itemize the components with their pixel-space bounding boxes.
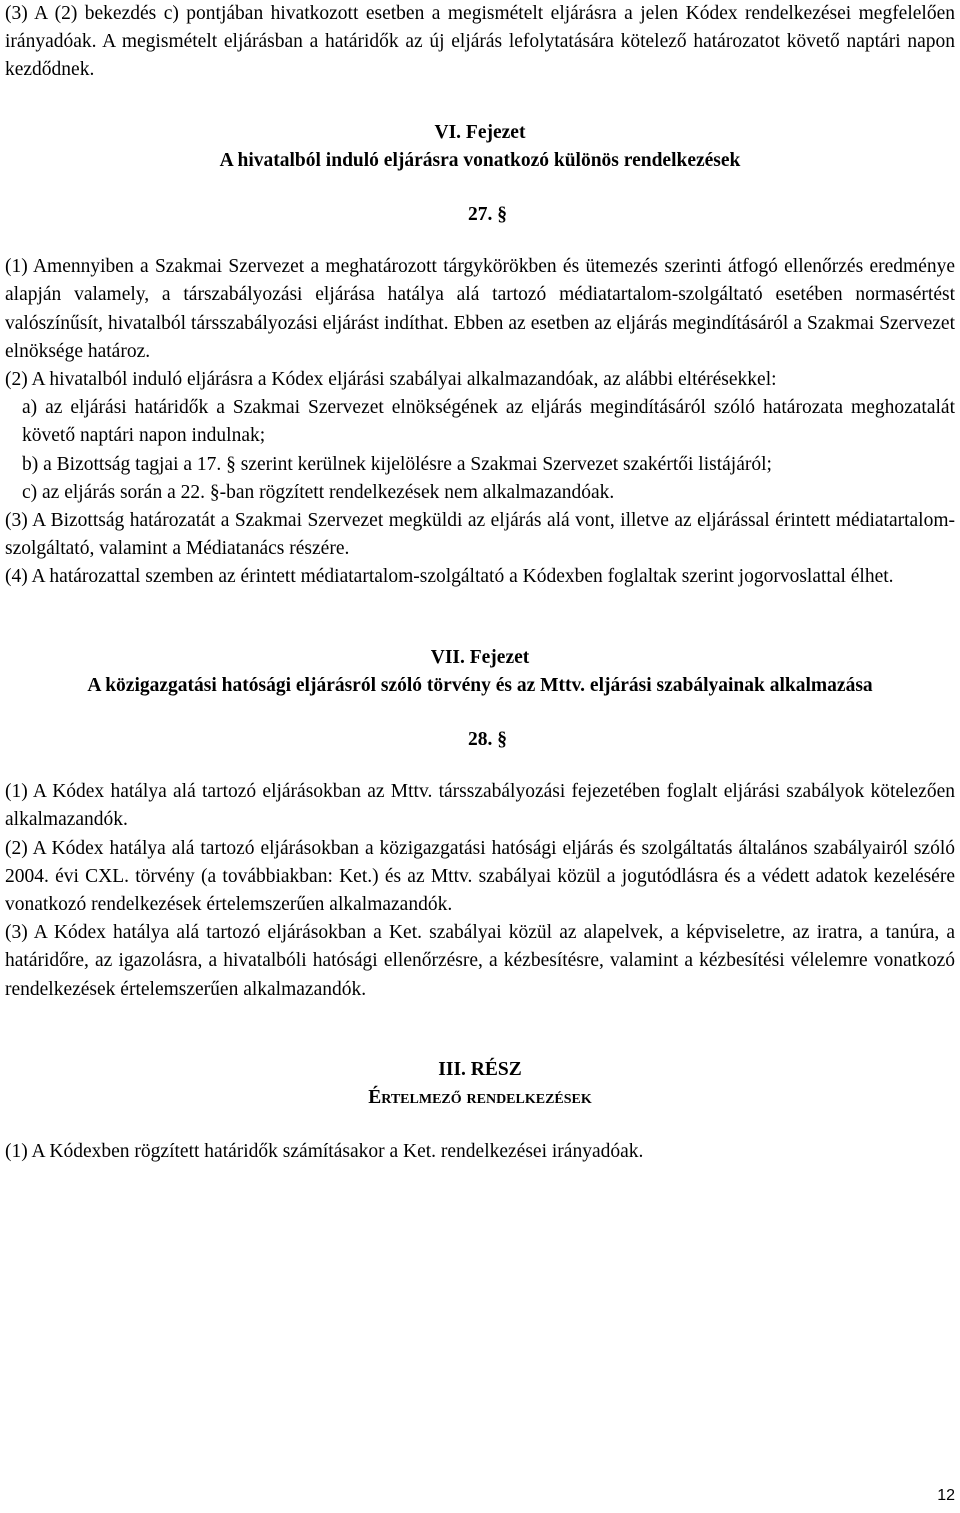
section-28-number: 28. § xyxy=(468,729,507,751)
section-27-paragraph-4: (4) A határozattal szemben az érintett médiatartalom-szolgáltató a Kódexben foglaltak szerint jogorvoslattal élhet. xyxy=(5,566,894,588)
part-iii-title: Értelmező rendelkezések xyxy=(368,1087,592,1109)
chapter-vii-number: VII. Fejezet xyxy=(430,646,530,668)
section-27-number: 27. § xyxy=(468,204,507,226)
chapter-vi-title: A hivatalból induló eljárásra vonatkozó különös rendelkezések xyxy=(219,149,741,171)
part-iii-number: III. RÉSZ xyxy=(438,1058,522,1080)
section-28-paragraph-1: (1) A Kódex hatálya alá tartozó eljárásokban az Mttv. társszabályozási fejezetében foglalt eljárási szabályok kötelezően alkalmazandók. xyxy=(5,781,955,831)
section-27-paragraph-3: (3) A Bizottság határozatát a Szakmai Szervezet megküldi az eljárás alá vont, illetve az eljárással érintett médiatartalom-szolgáltató, valamint a Médiatanács részére. xyxy=(5,510,955,560)
document-page xyxy=(5,0,955,1167)
paragraph-top: (3) A (2) bekezdés c) pontjában hivatkozott esetben a megismételt eljárásra a jelen Kódex rendelkezései megfelelően irányadóak. A megismételt eljárásban a határidők az új eljárás lefolytatására kötelező határozatot követő naptári napon kezdődnek. xyxy=(5,3,955,81)
section-27-point-c: c) az eljárás során a 22. §-ban rögzített rendelkezések nem alkalmazandóak. xyxy=(22,481,615,503)
chapter-vi-number: VI. Fejezet xyxy=(434,121,526,143)
part-iii-paragraph-1: (1) A Kódexben rögzített határidők számításakor a Ket. rendelkezései irányadóak. xyxy=(5,1141,644,1163)
section-27-paragraph-2: (2) A hivatalból induló eljárásra a Kódex eljárási szabályai alkalmazandóak, az alábbi eltérésekkel: xyxy=(5,369,777,391)
section-28-paragraph-2: (2) A Kódex hatálya alá tartozó eljárásokban a közigazgatási hatósági eljárás és szolgáltatás általános szabályairól szóló 2004. évi CXL. törvény (a továbbiakban: Ket.) és az Mttv. szabályai közül a jogutódlásra és a védett adatok kezelésére vonatkozó rendelkezések értelemszerűen alkalmazandók. xyxy=(5,837,955,916)
section-28-paragraph-3: (3) A Kódex hatálya alá tartozó eljárásokban a Ket. szabályai közül az alapelvek, a képviseletre, az iratra, a tanúra, a határidőre, az igazolásra, a hivatalbóli hatósági ellenőrzésre, a kézbesítésre, valamint a kézbesítési vélelemre vonatkozó rendelkezések értelemszerűen alkalmazandók. xyxy=(5,922,955,1000)
page-number: 12 xyxy=(937,1487,955,1504)
section-27-paragraph-1: (1) Amennyiben a Szakmai Szervezet a meghatározott tárgykörökben és ütemezés szerinti átfogó ellenőrzés eredménye alapján valamely, a társzabályozási eljárása hatálya alá tartozó médiatartalom-szolgáltató esetében normasértést valószínűsít, hivatalból társszabályozási eljárást indíthat. Ebben az esetben az eljárás megindításáról a Szakmai Szervezet elnöksége határoz. xyxy=(5,256,955,362)
section-27-point-a: a) az eljárási határidők a Szakmai Szervezet elnökségének az eljárás megindításáról szóló határozata meghozatalát követő naptári napon indulnak; xyxy=(22,397,955,447)
chapter-vii-title: A közigazgatási hatósági eljárásról szóló törvény és az Mttv. eljárási szabályainak alkalmazása xyxy=(87,674,873,696)
section-27-point-b: b) a Bizottság tagjai a 17. § szerint kerülnek kijelölésre a Szakmai Szervezet szakértői listájáról; xyxy=(22,453,772,475)
